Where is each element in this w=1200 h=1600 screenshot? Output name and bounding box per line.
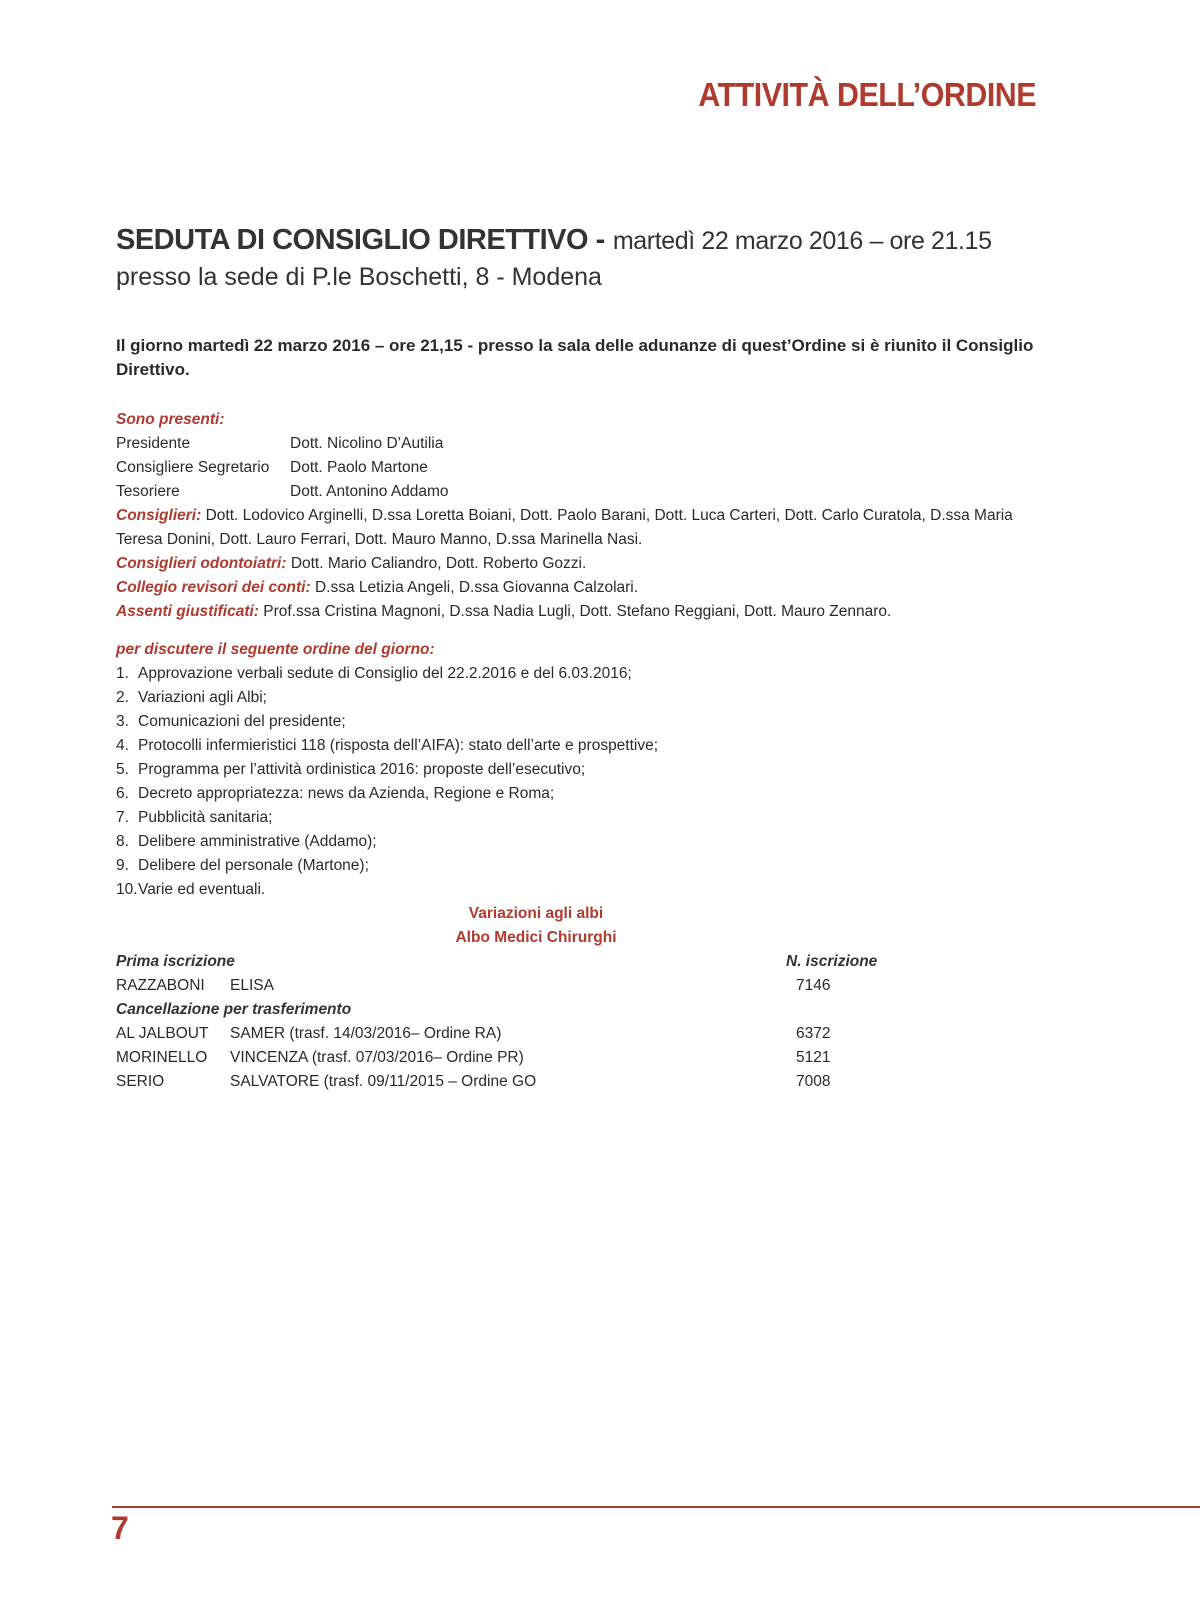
given-name: SAMER (trasf. 14/03/2016– Ordine RA) (230, 1025, 502, 1042)
title-bold: SEDUTA DI CONSIGLIO DIRETTIVO - (116, 224, 605, 256)
person-name: Dott. Nicolino D’Autilia (290, 435, 444, 452)
agenda-text: Protocolli infermieristici 118 (risposta dell’AIFA): stato dell’arte e prospettive; (138, 737, 659, 754)
agenda-text: Variazioni agli Albi; (138, 689, 267, 706)
albi-title: Variazioni agli albi (468, 905, 604, 922)
consiglieri-list: Dott. Lodovico Arginelli, D.ssa Loretta Boiani, Dott. Paolo Barani, Dott. Luca Carteri, Dott. Carlo Curatola, D.ssa Maria Teresa Donini, Dott. Lauro Ferrari, Dott. Mauro Manno, D.ssa Marinella Nasi. (116, 507, 1013, 548)
agenda-text: Pubblicità sanitaria; (138, 809, 273, 826)
agenda-item (116, 782, 1036, 806)
odontoiatri-list: Dott. Mario Caliandro, Dott. Roberto Gozzi. (290, 555, 587, 572)
odontoiatri-paragraph (116, 552, 1036, 576)
consiglieri-label: Consiglieri: (116, 507, 202, 524)
registration-number: 7008 (796, 1073, 831, 1090)
num-column-label: N. iscrizione (786, 953, 878, 970)
role-row (116, 432, 1036, 456)
role-name: Presidente (116, 435, 191, 452)
surname: SERIO (116, 1073, 165, 1090)
agenda-number: 4. (116, 737, 129, 754)
surname: MORINELLO (116, 1049, 208, 1066)
registration-number: 6372 (796, 1025, 831, 1042)
surname: AL JALBOUT (116, 1025, 209, 1042)
person-name: Dott. Paolo Martone (290, 459, 428, 476)
agenda-list (116, 662, 1036, 902)
agenda-item (116, 830, 1036, 854)
agenda-text: Varie ed eventuali. (138, 881, 266, 898)
albo-subtitle: Albo Medici Chirurghi (455, 929, 617, 946)
title-date: martedì 22 marzo 2016 – ore 21.15 (612, 227, 992, 255)
given-name: SALVATORE (trasf. 09/11/2015 – Ordine GO (230, 1073, 537, 1090)
agenda-item (116, 710, 1036, 734)
role-name: Consigliere Segretario (116, 459, 270, 476)
agenda-item (116, 758, 1036, 782)
role-row (116, 480, 1036, 504)
page-title (116, 222, 1056, 295)
agenda-text: Approvazione verbali sedute di Consiglio del 22.2.2016 e del 6.03.2016; (138, 665, 632, 682)
revisori-paragraph (116, 576, 1036, 600)
intro-paragraph: Il giorno martedì 22 marzo 2016 – ore 21,15 - presso la sala delle adunanze di quest’Ordine si è riunito il Consiglio Direttivo. (116, 336, 1034, 379)
agenda-number: 3. (116, 713, 129, 730)
prima-label: Prima iscrizione (116, 953, 235, 970)
agenda-number: 6. (116, 785, 129, 802)
agenda-item (116, 854, 1036, 878)
assenti-label: Assenti giustificati: (116, 603, 259, 620)
registration-number: 7146 (796, 977, 831, 994)
role-row (116, 456, 1036, 480)
footer-rule (112, 1506, 1200, 1508)
agenda-text: Delibere del personale (Martone); (138, 857, 369, 874)
section-header: ATTIVITÀ DELL’ORDINE (698, 76, 1036, 113)
consiglieri-paragraph (116, 504, 1036, 552)
agenda-number: 9. (116, 857, 129, 874)
agenda-number: 5. (116, 761, 129, 778)
revisori-label: Collegio revisori dei conti: (116, 579, 311, 596)
agenda-item (116, 806, 1036, 830)
agenda-text: Decreto appropriatezza: news da Azienda, Regione e Roma; (138, 785, 555, 802)
agenda-number: 7. (116, 809, 129, 826)
agenda-number: 8. (116, 833, 129, 850)
registry-row (116, 1046, 1036, 1070)
agenda-number: 2. (116, 689, 129, 706)
agenda-item (116, 686, 1036, 710)
agenda-number: 10. (116, 881, 138, 898)
agenda-text: Programma per l’attività ordinistica 2016: proposte dell’esecutivo; (138, 761, 586, 778)
page-number: 7 (111, 1510, 129, 1546)
registry-row (116, 974, 1036, 998)
revisori-list: D.ssa Letizia Angeli, D.ssa Giovanna Calzolari. (314, 579, 639, 596)
agenda-label: per discutere il seguente ordine del giorno: (116, 641, 435, 658)
registry-row (116, 1070, 1036, 1094)
agenda-item (116, 734, 1036, 758)
agenda-text: Delibere amministrative (Addamo); (138, 833, 377, 850)
registration-number: 5121 (796, 1049, 831, 1066)
agenda-item (116, 878, 1036, 902)
agenda-item (116, 662, 1036, 686)
cancel-label: Cancellazione per trasferimento (116, 1001, 352, 1018)
presenti-label: Sono presenti: (116, 411, 225, 428)
registry-header (116, 950, 1036, 974)
assenti-paragraph (116, 600, 1036, 624)
surname: RAZZABONI (116, 977, 205, 994)
person-name: Dott. Antonino Addamo (290, 483, 449, 500)
assenti-list: Prof.ssa Cristina Magnoni, D.ssa Nadia Lugli, Dott. Stefano Reggiani, Dott. Mauro Zennaro. (263, 603, 892, 620)
given-name: VINCENZA (trasf. 07/03/2016– Ordine PR) (230, 1049, 524, 1066)
registry-row (116, 1022, 1036, 1046)
agenda-number: 1. (116, 665, 129, 682)
given-name: ELISA (230, 977, 274, 994)
odontoiatri-label: Consiglieri odontoiatri: (116, 555, 287, 572)
title-location: presso la sede di P.le Boschetti, 8 - Modena (116, 263, 602, 291)
role-name: Tesoriere (116, 483, 180, 500)
minutes-body (116, 408, 1036, 1094)
agenda-text: Comunicazioni del presidente; (138, 713, 346, 730)
